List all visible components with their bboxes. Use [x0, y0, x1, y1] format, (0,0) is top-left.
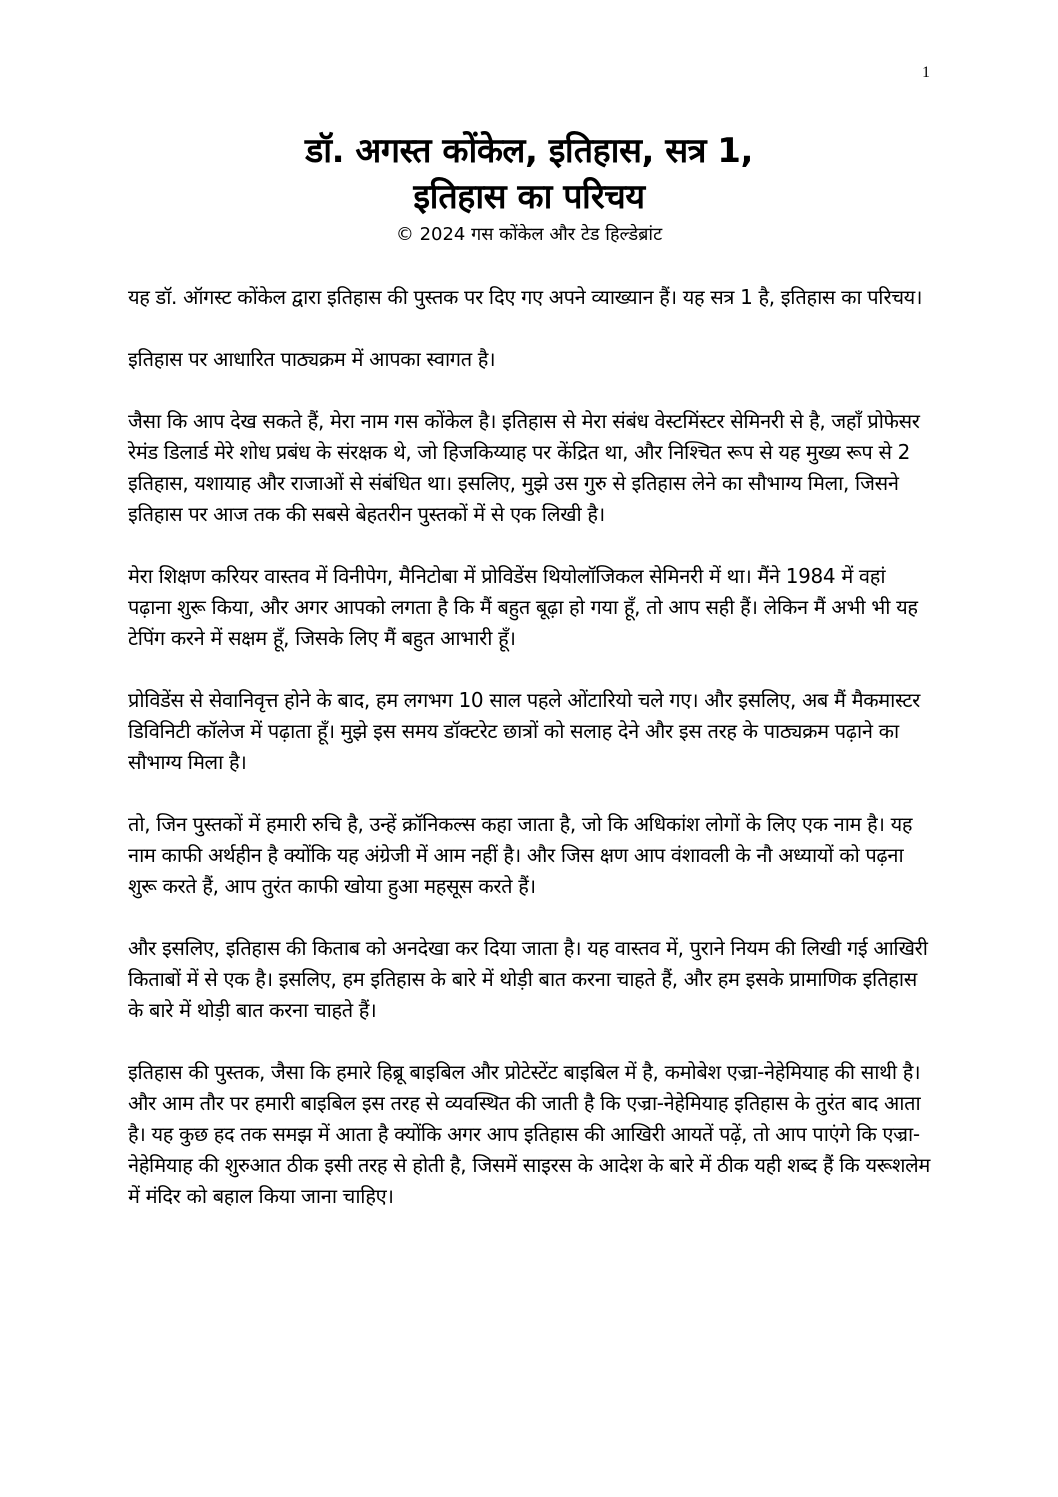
copyright-notice: © 2024 गस कोंकेल और टेड हिल्डेब्रांट [395, 224, 663, 245]
paragraph-welcome: इतिहास पर आधारित पाठ्यक्रम में आपका स्वागत है। [128, 347, 496, 371]
paragraph-background: जैसा कि आप देख सकते हैं, मेरा नाम गस कोंकेल है। इतिहास से मेरा संबंध वेस्टमिंस्टर सेमिनरी से है, जहाँ प्रोफेसर रेमंड डिलार्ड मेरे शोध प्रबंध के संरक्षक थे, जो हिजकिय्याह पर केंद्रित था, और निश्चित रूप से यह मुख्य रूप से 2 इतिहास, यशायाह और राजाओं से संबंधित था। इसलिए, मुझे उस गुरु से इतिहास लेने का सौभाग्य मिला, जिसने इतिहास पर आज तक की सबसे बेहतरीन पुस्तकों में से एक लिखी है। [128, 409, 920, 526]
paragraph-teaching-career: मेरा शिक्षण करियर वास्तव में विनीपेग, मैनिटोबा में प्रोविडेंस थियोलॉजिकल सेमिनरी में था। मैंने 1984 में वहां पढ़ाना शुरू किया, और अगर आपको लगता है कि मैं बहुत बूढ़ा हो गया हूँ, तो आप सही हैं। लेकिन मैं अभी भी यह टेपिंग करने में सक्षम हूँ, जिसके लिए मैं बहुत आभारी हूँ। [128, 564, 918, 650]
paragraph-neglected-book: और इसलिए, इतिहास की किताब को अनदेखा कर दिया जाता है। यह वास्तव में, पुराने नियम की लिखी गई आखिरी किताबों में से एक है। इसलिए, हम इतिहास के बारे में थोड़ी बात करना चाहते हैं, और हम इसके प्रामाणिक इतिहास के बारे में थोड़ी बात करना चाहते हैं। [128, 936, 928, 1022]
document-body [128, 282, 934, 1243]
document-title-line-1: डॉ. अगस्त कोंकेल, इतिहास, सत्र 1, [305, 131, 753, 171]
document-title-line-2: इतिहास का परिचय [413, 177, 645, 217]
paragraph-ezra-nehemiah: इतिहास की पुस्तक, जैसा कि हमारे हिब्रू बाइबिल और प्रोटेस्टेंट बाइबिल में है, कमोबेश एज्रा-नेहेमियाह की साथी है। और आम तौर पर हमारी बाइबिल इस तरह से व्यवस्थित की जाती है कि एज्रा-नेहेमियाह इतिहास के तुरंत बाद आता है। यह कुछ हद तक समझ में आता है क्योंकि अगर आप इतिहास की आखिरी आयतें पढ़ें, तो आप पाएंगे कि एज्रा-नेहेमियाह की शुरुआत ठीक इसी तरह से होती है, जिसमें साइरस के आदेश के बारे में ठीक यही शब्द हैं कि यरूशलेम में मंदिर को बहाल किया जाना चाहिए। [128, 1060, 930, 1208]
paragraph-intro: यह डॉ. ऑगस्ट कोंकेल द्वारा इतिहास की पुस्तक पर दिए गए अपने व्याख्यान हैं। यह सत्र 1 है, इतिहास का परिचय। [128, 285, 923, 309]
paragraph-chronicles-name: तो, जिन पुस्तकों में हमारी रुचि है, उन्हें क्रॉनिकल्स कहा जाता है, जो कि अधिकांश लोगों के लिए एक नाम है। यह नाम काफी अर्थहीन है क्योंकि यह अंग्रेजी में आम नहीं है। और जिस क्षण आप वंशावली के नौ अध्यायों को पढ़ना शुरू करते हैं, आप तुरंत काफी खोया हुआ महसूस करते हैं। [128, 812, 913, 898]
page-number: 1 [922, 64, 930, 81]
paragraph-retirement: प्रोविडेंस से सेवानिवृत्त होने के बाद, हम लगभग 10 साल पहले ओंटारियो चले गए। और इसलिए, अब मैं मैकमास्टर डिविनिटी कॉलेज में पढ़ाता हूँ। मुझे इस समय डॉक्टरेट छात्रों को सलाह देने और इस तरह के पाठ्यक्रम पढ़ाने का सौभाग्य मिला है। [128, 688, 920, 774]
document-header [0, 128, 1058, 248]
